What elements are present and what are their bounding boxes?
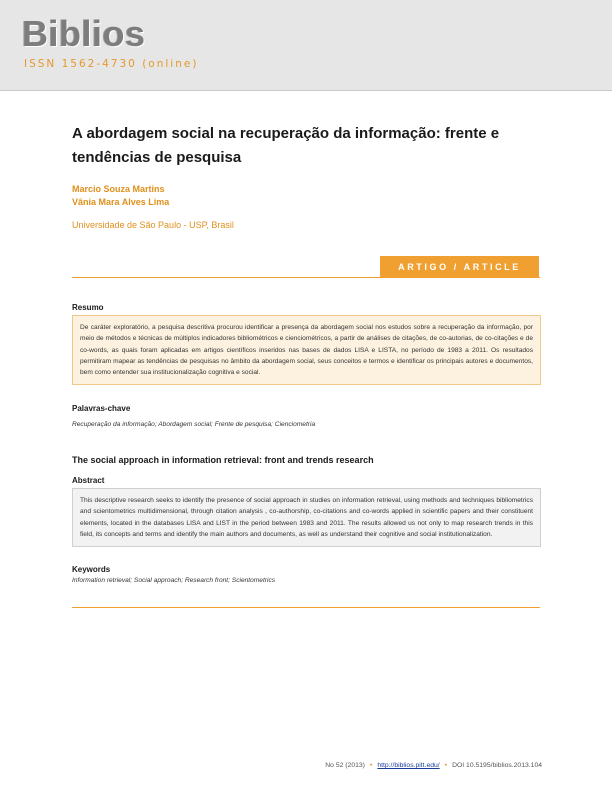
separator-dot: • bbox=[369, 762, 373, 769]
resumo-heading: Resumo bbox=[72, 303, 104, 312]
english-title: The social approach in information retrieval: front and trends research bbox=[72, 455, 374, 465]
palavras-chave-heading: Palavras-chave bbox=[72, 404, 131, 413]
doi-label: DOI 10.5195/biblios.2013.104 bbox=[452, 762, 542, 769]
journal-logo: Biblios bbox=[22, 13, 146, 54]
keywords-heading: Keywords bbox=[72, 565, 111, 574]
separator-dot: • bbox=[444, 762, 448, 769]
author-name: Marcio Souza Martins bbox=[72, 184, 165, 194]
journal-link[interactable]: http://biblios.pitt.edu/ bbox=[377, 762, 440, 769]
journal-header bbox=[0, 0, 612, 91]
divider bbox=[72, 607, 540, 608]
issue-label: No 52 (2013) bbox=[325, 762, 365, 769]
resumo-box: De caráter exploratório, a pesquisa descritiva procurou identificar a presença da abordagem social nos estudos sobre a recuperação da informação, por meio de métodos e técnicas de múltiplos indicadores bibliométricos e cienciométricos, a partir de análises de citações, de co-autorias, de co-citações e de co-words, as quais foram aplicadas em artigos científicos inseridos nas bases de dados LISA e LISTA, no período de 1983 a 2011. Os resultados permitiram mapear as tendências de pesquisas no âmbito da abordagem social, seus conceitos e termos e identificar os principais autores e documentos, bem como entender sua institucionalização cognitiva e social. bbox=[72, 315, 541, 385]
issn-label: ISSN 1562-4730 (online) bbox=[24, 58, 199, 70]
abstract-box: This descriptive research seeks to identify the presence of social approach in studies on information retrieval, using methods and techniques bibliometrics and scientometrics multidimensional, through citation analysis , co-authorship, co-citations and co-words applied in scientific papers and their constituent elements, located in the databases LISA and LIST in the period between 1983 and 2011. The results allowed us not only to map research trends in this field, its concepts and terms and identify the main authors and documents, as well as understand their cognitive and social institutionalization. bbox=[72, 488, 541, 547]
article-title: A abordagem social na recuperação da informação: frente e tendências de pesquisa bbox=[72, 125, 500, 166]
author-affiliation: Universidade de São Paulo - USP, Brasil bbox=[72, 220, 234, 230]
article-type-banner: ARTIGO / ARTICLE bbox=[380, 256, 539, 278]
author-name: Vânia Mara Alves Lima bbox=[72, 197, 170, 207]
divider bbox=[72, 277, 540, 278]
author-list bbox=[72, 183, 169, 209]
keywords-text: Information retrieval; Social approach; Research front; Scientometrics bbox=[72, 577, 276, 584]
palavras-chave-text: Recuperação da informação; Abordagem social; Frente de pesquisa; Cienciometria bbox=[72, 421, 316, 428]
abstract-heading: Abstract bbox=[72, 476, 105, 485]
page-footer bbox=[325, 762, 542, 769]
